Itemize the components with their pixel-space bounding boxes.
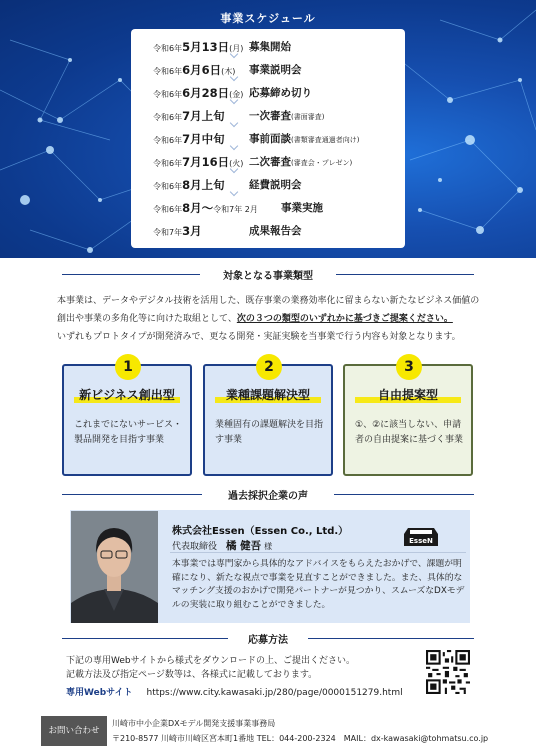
apply-instructions — [66, 654, 416, 682]
logo-text: EsseN — [409, 537, 433, 545]
chevron-down-icon — [230, 188, 238, 196]
type-card-industry-issue — [203, 359, 333, 476]
type-number-badge: 3 — [396, 354, 422, 380]
representative-photo — [71, 511, 158, 623]
chevron-down-icon — [230, 142, 238, 150]
apply-line: 記載方法及び指定ページ数等は、各様式に記載しております。 — [66, 670, 318, 680]
type-number-badge: 1 — [115, 354, 141, 380]
voice-text: 本事業では専門家から具体的なアドバイスをもらえたおかげで、課題が明確になり、新たな視点で事業を見直すことができました。また、具体的なマッチング支援のおかげで開発パートナーが見つかり、スムーズなDXモデルの実装に取り組むことができました。 — [172, 559, 465, 610]
schedule-event: 二次審査(審査会・プレゼン) — [249, 156, 353, 168]
schedule-row — [131, 221, 405, 241]
schedule-date: 令和6年5月13日(月) — [153, 40, 244, 54]
schedule-date: 令和6年6月28日(金) — [153, 86, 244, 100]
type-card-title: 業種課題解決型 — [225, 388, 310, 402]
types-intro — [57, 292, 487, 346]
schedule-date: 令和6年7月16日(火) — [153, 155, 244, 169]
types-heading-text: 対象となる事業類型 — [223, 271, 313, 282]
schedule-event: 事前面談(書類審査通過者向け) — [249, 133, 360, 145]
chevron-down-icon — [230, 119, 238, 127]
schedule-row — [131, 37, 405, 57]
schedule-hero — [0, 0, 536, 258]
type-card-desc: これまでにないサービス・製品開発を目指す事業 — [74, 420, 183, 445]
schedule-row — [131, 152, 405, 172]
type-number-badge: 2 — [256, 354, 282, 380]
schedule-date: 令和6年7月中旬 — [153, 132, 225, 146]
contact-label: お問い合わせ — [41, 716, 107, 746]
schedule-row — [131, 60, 405, 80]
voice-heading — [62, 487, 474, 501]
schedule-date: 令和6年8月上旬 — [153, 178, 225, 192]
contact-mail[interactable]: MAIL：dx-kawasaki@tohmatsu.co.jp — [343, 734, 489, 743]
schedule-card — [131, 29, 405, 248]
type-card-free-proposal — [343, 359, 473, 476]
intro-text-2: いずれもプロトタイプが開発済みで、更なる開発・実証実験を当事業で行う内容も対象となります。 — [57, 332, 461, 342]
essen-logo — [400, 522, 442, 550]
website-label: 専用Webサイト — [66, 688, 133, 698]
rep-honorific: 様 — [264, 542, 273, 551]
schedule-event: 応募締め切り — [249, 87, 312, 99]
contact-org: 川崎市中小企業DXモデル開発支援事業事務局 — [112, 719, 276, 728]
schedule-event: 一次審査(書面審査) — [249, 110, 325, 122]
schedule-date: 令和6年7月上旬 — [153, 109, 225, 123]
intro-emphasis: 次の３つの類型のいずれかに基づきご提案ください。 — [236, 314, 453, 324]
website-link[interactable]: https://www.city.kawasaki.jp/280/page/0000151279.html — [146, 688, 403, 698]
apply-line: 下記の専用Webサイトから様式をダウンロードの上、ご提出ください。 — [66, 656, 355, 666]
schedule-event: 募集開始 — [249, 41, 291, 53]
website-row — [66, 685, 403, 698]
type-card-new-business — [62, 359, 192, 476]
contact-details — [112, 733, 488, 744]
type-card-title: 新ビジネス創出型 — [79, 388, 175, 402]
schedule-row — [131, 83, 405, 103]
schedule-date: 令和6年8月〜令和7年 2月 — [153, 201, 258, 215]
qr-code[interactable] — [426, 650, 470, 694]
schedule-event: 経費説明会 — [249, 179, 302, 191]
schedule-row — [131, 198, 405, 218]
schedule-row — [131, 175, 405, 195]
type-card-title: 自由提案型 — [377, 388, 438, 402]
rep-name: 橘 健吾 — [226, 540, 262, 552]
voice-heading-text: 過去採択企業の声 — [228, 491, 308, 502]
schedule-row — [131, 129, 405, 149]
schedule-title: 事業スケジュール — [220, 12, 316, 25]
schedule-date: 令和6年6月6日(木) — [153, 63, 236, 77]
schedule-event: 事業説明会 — [249, 64, 302, 76]
divider — [170, 552, 466, 553]
types-heading — [62, 267, 474, 281]
type-card-desc: 業種固有の課題解決を目指す事業 — [215, 420, 324, 445]
schedule-event: 事業実施 — [281, 202, 323, 214]
apply-heading-text: 応募方法 — [248, 635, 288, 646]
intro-text: 本事業は、データやデジタル技術を活用した、既存事業の業務効率化に留まらない新たなビジネス価値の創出や事業の多角化等に向けた取組として、 — [57, 296, 480, 324]
schedule-date: 令和7年3月 — [153, 224, 202, 238]
schedule-event: 成果報告会 — [249, 225, 302, 237]
contact-address: 〒210-8577 川崎市川崎区宮本町1番地 TEL：044-200-2324 — [112, 734, 336, 743]
schedule-row — [131, 106, 405, 126]
company-name: 株式会社Essen（Essen Co., Ltd.） — [172, 526, 349, 537]
rep-role: 代表取締役 — [172, 542, 218, 552]
type-card-desc: ①、②に該当しない、申請者の自由提案に基づく事業 — [355, 420, 464, 445]
representative — [172, 538, 272, 553]
apply-heading — [62, 631, 474, 645]
